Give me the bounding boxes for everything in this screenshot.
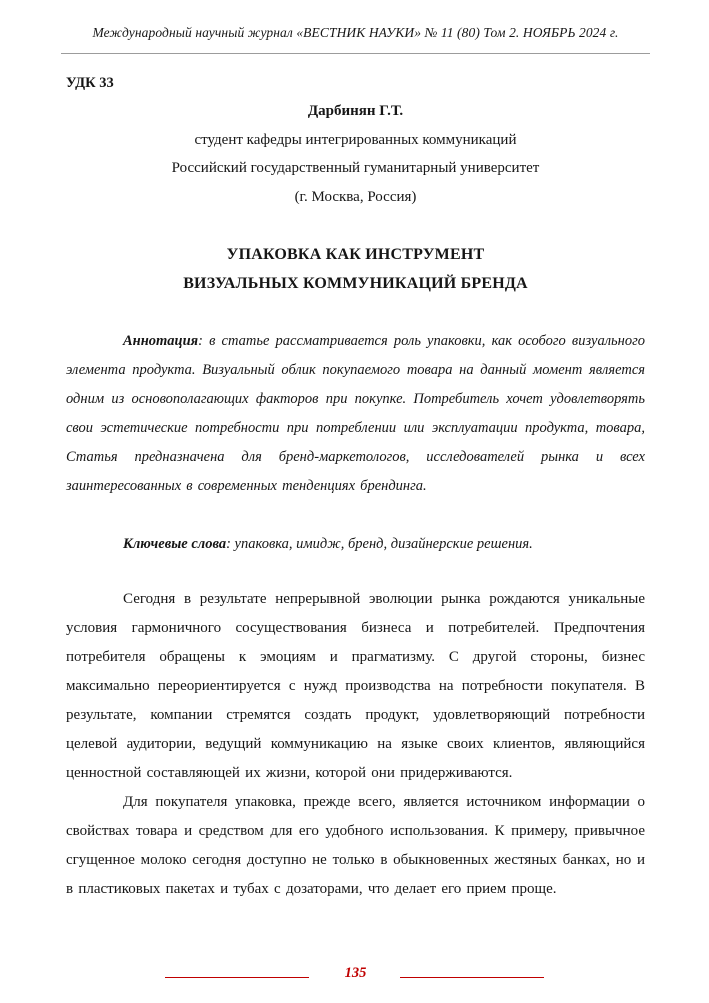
article-title-line1: УПАКОВКА КАК ИНСТРУМЕНТ xyxy=(226,246,485,263)
abstract-label: Аннотация xyxy=(123,333,199,349)
article-title-line2: ВИЗУАЛЬНЫХ КОММУНИКАЦИЙ БРЕНДА xyxy=(183,275,528,292)
author-role: студент кафедры интегрированных коммуникаций xyxy=(194,131,517,148)
author-affiliation: Российский государственный гуманитарный университет xyxy=(171,160,540,176)
body-paragraph-2: Для покупателя упаковка, прежде всего, является источником информации о свойствах товара и средством для его удобного использования. К примеру, привычное сгущенное молоко сегодня доступно не только в обыкновенных жестяных банках, но и в пластиковых пакетах и тубах с дозаторами, что делает его прием проще. xyxy=(66,794,645,897)
udc-code: УДК 33 xyxy=(66,75,114,91)
author-location: (г. Москва, Россия) xyxy=(294,188,417,205)
keywords-label: Ключевые слова xyxy=(123,536,227,552)
body-paragraph-1: Сегодня в результате непрерывной эволюции рынка рождаются уникальные условия гармоничного сосуществования бизнеса и потребителей. Предпочтения потребителя обращены к эмоциям и прагматизму. С другой стороны, бизнес максимально переориентируется с нужд производства на потребности покупателя. В результате, компании стремятся создать продукт, удовлетворяющий потребности целевой аудитории, ведущий коммуникацию на языке своих клиентов, являющийся ценностной составляющей их жизни, которой они придерживаются. xyxy=(66,591,645,781)
journal-header: Международный научный журнал «ВЕСТНИК НАУКИ» № 11 (80) Том 2. НОЯБРЬ 2024 г. xyxy=(92,25,619,40)
page-footer xyxy=(0,965,709,981)
article-title xyxy=(66,240,645,298)
keywords-text: : упаковка, имидж, бренд, дизайнерские решения. xyxy=(226,536,533,552)
abstract-paragraph xyxy=(66,327,645,501)
page-number: 135 xyxy=(344,965,367,981)
header-divider xyxy=(61,53,650,54)
abstract-text: : в статье рассматривается роль упаковки, как особого визуального элемента продукта. Визуальный облик покупаемого товара на данный момент является одним из основополагающих факторов при покупке. Потребитель хочет удовлетворять свои эстетические потребности при потреблении или эксплуатации продукта, товара, Статья предназначена для бренд-маркетологов, исследователей рынка и всех заинтересованных в современных тенденциях брендинга. xyxy=(66,333,645,494)
footer-rule-right xyxy=(400,977,544,978)
footer-rule-left xyxy=(165,977,309,978)
author-block xyxy=(66,97,645,211)
keywords-line xyxy=(66,530,645,559)
author-name: Дарбинян Г.Т. xyxy=(307,103,404,119)
